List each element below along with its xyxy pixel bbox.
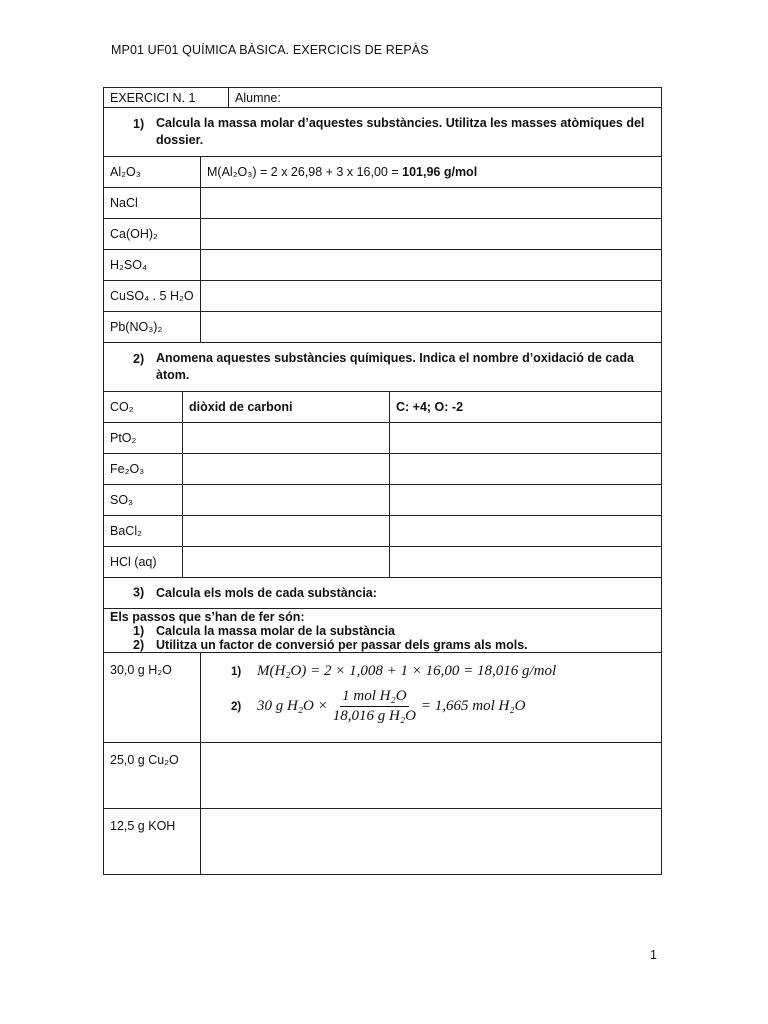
q3-step-number: 2) — [133, 638, 145, 652]
q2-row — [104, 547, 662, 578]
q1-question — [104, 108, 662, 157]
q3-answer-cell[interactable] — [201, 743, 662, 809]
q2-question — [104, 343, 662, 392]
q3-step-text: Utilitza un factor de conversió per passar dels grams als mols. — [156, 638, 528, 652]
q3-heading-row — [104, 578, 662, 609]
q2-example-formula: CO₂ — [104, 392, 183, 423]
q2-oxidation-cell[interactable] — [390, 547, 662, 578]
q2-name-cell[interactable] — [183, 454, 390, 485]
q2-row — [104, 485, 662, 516]
q2-name-cell[interactable] — [183, 516, 390, 547]
q2-name-cell[interactable] — [183, 547, 390, 578]
q2-row — [104, 423, 662, 454]
q1-formula: NaCl — [104, 188, 201, 219]
q1-formula: H₂SO₄ — [104, 250, 201, 281]
q3-step-text: Calcula la massa molar de la substància — [156, 624, 396, 638]
calc-step-2-label: 2) — [231, 700, 242, 713]
conversion-fraction — [331, 688, 418, 725]
q3-question — [104, 578, 662, 609]
q2-formula: SO₃ — [104, 485, 183, 516]
q1-example-answer-prefix: M(Al₂O₃) = 2 x 26,98 + 3 x 16,00 = — [207, 165, 403, 179]
q1-row — [104, 281, 662, 312]
q3-steps-row — [104, 609, 662, 653]
q2-row — [104, 454, 662, 485]
q1-answer-cell[interactable] — [201, 219, 662, 250]
calc-step-1-label: 1) — [231, 665, 242, 678]
q2-oxidation-cell[interactable] — [390, 454, 662, 485]
q1-example-answer — [201, 157, 662, 188]
q2-example-row — [104, 392, 662, 423]
q3-steps-title: Els passos que s’han de fer són: — [110, 610, 305, 624]
q1-formula: Pb(NO₃)₂ — [104, 312, 201, 343]
q1-number: 1) — [133, 117, 145, 131]
q2-heading-row — [104, 343, 662, 392]
q2-name-cell[interactable] — [183, 423, 390, 454]
q3-example-row — [104, 653, 662, 743]
q3-steps — [104, 609, 662, 653]
calc-step-2-left: 30 g H₂O × — [257, 698, 328, 714]
q2-formula: PtO₂ — [104, 423, 183, 454]
calc-step-1 — [231, 663, 655, 680]
q2-oxidation-cell[interactable] — [390, 423, 662, 454]
q1-formula: CuSO₄ . 5 H₂O — [104, 281, 201, 312]
student-name-field[interactable]: Alumne: — [229, 88, 662, 108]
q1-answer-cell[interactable] — [201, 250, 662, 281]
q3-substance: 12,5 g KOH — [104, 809, 201, 875]
q1-text: Calcula la massa molar d’aquestes substàncies. Utilitza les masses atòmiques del dossier. — [156, 116, 645, 147]
fraction-denominator: 18,016 g H₂O — [332, 708, 416, 724]
q3-answer-cell[interactable] — [201, 809, 662, 875]
q1-heading-row — [104, 108, 662, 157]
calc-step-1-expression: M(H₂O) = 2 × 1,008 + 1 × 16,00 = 18,016 g/mol — [257, 663, 557, 679]
page-number: 1 — [650, 948, 657, 962]
q1-answer-cell[interactable] — [201, 312, 662, 343]
q1-row — [104, 250, 662, 281]
q2-number: 2) — [133, 352, 145, 366]
exercise-title: EXERCICI N. 1 — [104, 88, 229, 108]
q3-example-label: 30,0 g H₂O — [104, 653, 201, 743]
q2-name-cell[interactable] — [183, 485, 390, 516]
q2-oxidation-cell[interactable] — [390, 516, 662, 547]
q1-row — [104, 188, 662, 219]
q2-formula: Fe₂O₃ — [104, 454, 183, 485]
q1-row — [104, 312, 662, 343]
q3-row — [104, 809, 662, 875]
q3-number: 3) — [133, 585, 145, 600]
q1-row — [104, 219, 662, 250]
exercise-table — [103, 87, 662, 875]
document-header: MP01 UF01 QUÍMICA BÀSICA. EXERCICIS DE REPÀS — [111, 43, 429, 57]
calc-step-2 — [231, 688, 655, 725]
q3-step-number: 1) — [133, 624, 145, 638]
q1-formula: Ca(OH)₂ — [104, 219, 201, 250]
q2-oxidation-cell[interactable] — [390, 485, 662, 516]
q2-example-name: diòxid de carboni — [183, 392, 390, 423]
q2-row — [104, 516, 662, 547]
q1-answer-cell[interactable] — [201, 188, 662, 219]
q3-row — [104, 743, 662, 809]
q3-substance: 25,0 g Cu₂O — [104, 743, 201, 809]
q2-formula: BaCl₂ — [104, 516, 183, 547]
fraction-numerator: 1 mol H₂O — [340, 688, 408, 707]
q3-example-calc — [201, 653, 662, 743]
q2-example-oxidation: C: +4; O: -2 — [390, 392, 662, 423]
title-row — [104, 88, 662, 108]
q2-text: Anomena aquestes substàncies químiques. Indica el nombre d’oxidació de cada àtom. — [156, 351, 634, 382]
q3-step — [110, 638, 655, 652]
q3-text: Calcula els mols de cada substància: — [156, 585, 377, 600]
calc-step-2-result: = 1,665 mol H₂O — [420, 698, 526, 714]
q3-step — [110, 624, 655, 638]
q2-formula: HCl (aq) — [104, 547, 183, 578]
q1-answer-cell[interactable] — [201, 281, 662, 312]
q1-example-row — [104, 157, 662, 188]
q1-example-formula: Al₂O₃ — [104, 157, 201, 188]
q1-example-answer-result: 101,96 g/mol — [402, 165, 478, 179]
